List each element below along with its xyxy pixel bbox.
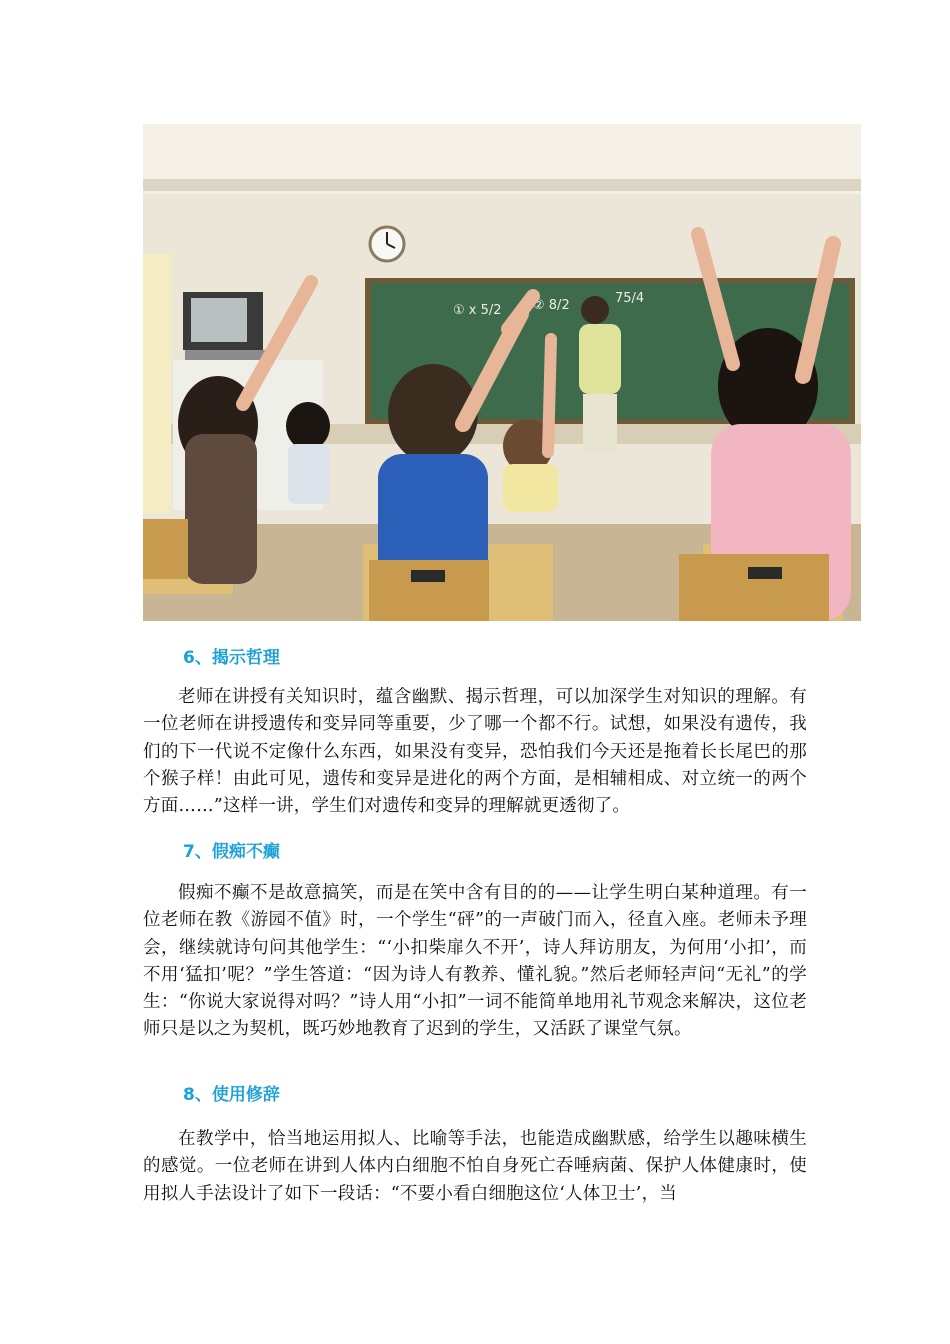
classroom-photo <box>143 124 861 621</box>
heading-text: 8、使用修辞 <box>183 1085 280 1105</box>
chalk-text-2: ② 8/2 <box>533 298 570 313</box>
section-heading-7 <box>143 841 807 863</box>
section-paragraph-6 <box>143 684 807 820</box>
paragraph-text: 老师在讲授有关知识时，蕴含幽默、揭示哲理，可以加深学生对知识的理解。有一位老师在讲授遗传和变异同等重要，少了哪一个都不行。试想，如果没有遗传，我们的下一代说不定像什么东西，如果没有变异，恐怕我们今天还是拖着长长尾巴的那个猴子样！由此可见，遗传和变异是进化的两个方面，是相辅相成、对立统一的两个方面……”这样一讲，学生们对遗传和变异的理解就更透彻了。 <box>143 687 807 817</box>
paragraph-text: 假痴不癫不是故意搞笑，而是在笑中含有目的的——让学生明白某种道理。有一位老师在教《游园不值》时，一个学生“砰”的一声破门而入，径直入座。老师未予理会，继续就诗句问其他学生：“‘小扣柴扉久不开’，诗人拜访朋友，为何用‘小扣’，而不用‘猛扣’呢？”学生答道：“因为诗人有教养、懂礼貌。”然后老师轻声问“无礼”的学生：“你说大家说得对吗？”诗人用“小扣”一词不能简单地用礼节观念来解决，这位老师只是以之为契机，既巧妙地教育了迟到的学生，又活跃了课堂气氛。 <box>143 883 807 1040</box>
section-paragraph-8 <box>143 1126 807 1208</box>
paragraph-text: 在教学中，恰当地运用拟人、比喻等手法，也能造成幽默感，给学生以趣味横生的感觉。一位老师在讲到人体内白细胞不怕自身死亡吞唾病菌、保护人体健康时，使用拟人手法设计了如下一段话：“不要小看白细胞这位‘人体卫士’，当 <box>143 1129 807 1204</box>
heading-text: 6、揭示哲理 <box>183 648 280 668</box>
chalk-text-1: ① x 5/2 <box>453 303 502 318</box>
heading-text: 7、假痴不癫 <box>183 842 280 862</box>
chalk-text-3: 75/4 <box>615 291 645 306</box>
section-heading-8 <box>143 1084 807 1106</box>
section-heading-6 <box>143 647 807 669</box>
section-paragraph-7 <box>143 880 807 1044</box>
